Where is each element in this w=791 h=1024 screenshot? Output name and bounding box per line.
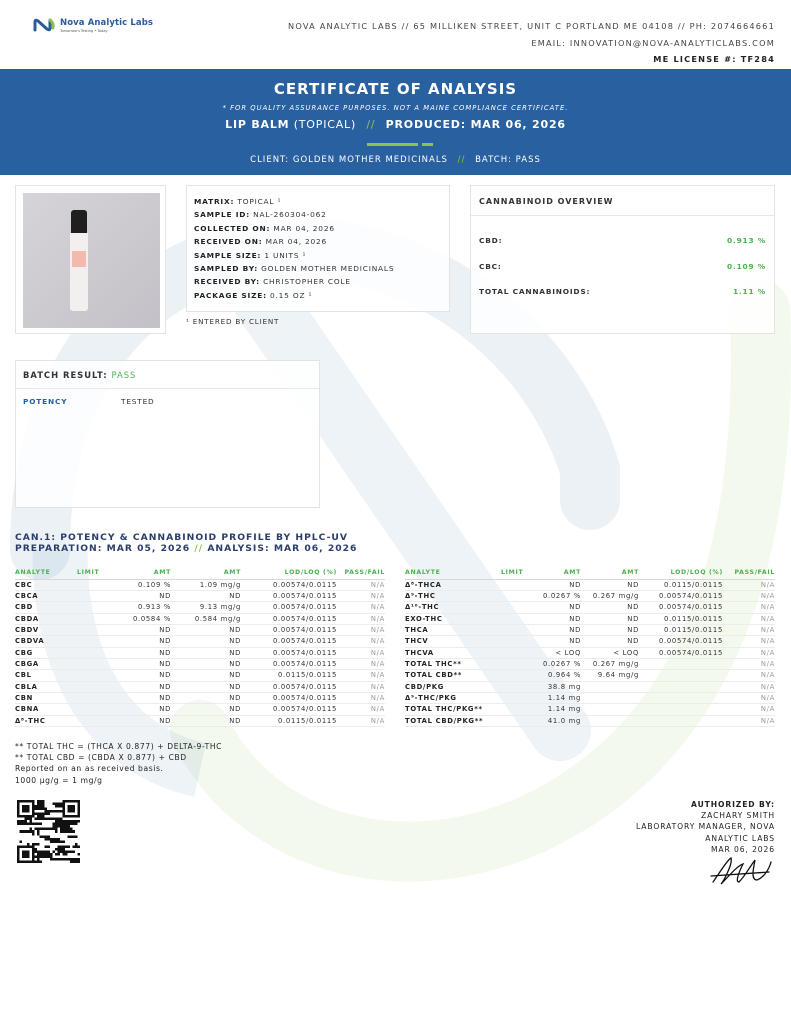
lod-loq-cell: 0.00574/0.0115	[639, 590, 723, 601]
amount-mg-cell: 1.09 mg/g	[171, 579, 241, 590]
analyte-cell: CBCA	[15, 590, 77, 601]
limit-cell	[77, 658, 115, 669]
separator: //	[366, 118, 376, 131]
cannabinoid-overview	[470, 185, 775, 334]
limit-cell	[501, 613, 533, 624]
analyte-cell: Δ⁹-THC	[405, 590, 501, 601]
table-row	[15, 579, 385, 590]
amount-percent-cell: ND	[115, 658, 171, 669]
limit-cell	[77, 647, 115, 658]
analyte-cell: Δ¹⁰-THC	[405, 602, 501, 613]
analyte-cell: Δ⁸-THC	[15, 715, 77, 726]
lod-loq-cell: 0.00574/0.0115	[241, 681, 337, 692]
meta-sampled-by: SAMPLED BY: GOLDEN MOTHER MEDICINALS	[194, 264, 395, 274]
amount-percent-cell: ND	[533, 613, 581, 624]
amount-percent-cell: 41.0 mg	[533, 715, 581, 726]
lod-loq-cell	[639, 658, 723, 669]
potency-table-left	[15, 566, 385, 727]
limit-cell	[501, 602, 533, 613]
analyte-cell: EXO-THC	[405, 613, 501, 624]
table-row	[405, 704, 775, 715]
amount-mg-cell	[581, 715, 639, 726]
pass-fail-cell: N/A	[337, 670, 385, 681]
lab-address: NOVA ANALYTIC LABS // 65 MILLIKEN STREET, UNIT C PORTLAND ME 04108 // PH: 2074664661	[288, 21, 775, 31]
pass-fail-cell: N/A	[337, 704, 385, 715]
amount-mg-cell: ND	[581, 613, 639, 624]
divider	[16, 388, 319, 389]
column-header: LIMIT	[501, 566, 533, 579]
table-row	[405, 658, 775, 669]
nova-logo-icon	[32, 17, 56, 33]
lod-loq-cell: 0.0115/0.0115	[241, 715, 337, 726]
lip-balm-label	[72, 251, 86, 267]
amount-mg-cell: ND	[171, 692, 241, 703]
pass-fail-cell: N/A	[723, 704, 775, 715]
logo-name: Nova Analytic Labs	[60, 17, 154, 28]
amount-mg-cell: ND	[581, 602, 639, 613]
lod-loq-cell: 0.00574/0.0115	[241, 658, 337, 669]
authorized-by-label: AUTHORIZED BY:	[691, 800, 775, 809]
product-name: LIP BALM	[225, 118, 290, 131]
limit-cell	[501, 715, 533, 726]
lod-loq-cell: 0.00574/0.0115	[241, 636, 337, 647]
batch-result-title: BATCH RESULT: PASS	[23, 370, 137, 380]
potency-section-title	[15, 533, 357, 554]
produced-date: PRODUCED: MAR 06, 2026	[385, 118, 566, 131]
amount-mg-cell: < LOQ	[581, 647, 639, 658]
table-row	[15, 692, 385, 703]
divider	[471, 215, 774, 216]
test-row-potency: POTENCY TESTED	[23, 397, 155, 406]
amount-percent-cell: 0.964 %	[533, 670, 581, 681]
sample-metadata	[186, 185, 450, 312]
lab-license: ME LICENSE #: TF284	[653, 54, 775, 64]
pass-fail-cell: N/A	[723, 590, 775, 601]
analyte-cell: CBC	[15, 579, 77, 590]
client-name: CLIENT: GOLDEN MOTHER MEDICINALS	[250, 155, 448, 165]
amount-percent-cell: 0.0584 %	[115, 613, 171, 624]
note-total-cbd: ** TOTAL CBD = (CBDA X 0.877) + CBD	[15, 753, 187, 763]
lod-loq-cell: 0.0115/0.0115	[639, 624, 723, 635]
column-header: LOD/LOQ (%)	[639, 566, 723, 579]
table-header-row	[405, 566, 775, 579]
meta-received-on: RECEIVED ON: MAR 04, 2026	[194, 237, 328, 247]
lod-loq-cell: 0.00574/0.0115	[241, 692, 337, 703]
amount-percent-cell: ND	[115, 670, 171, 681]
column-header: ANALYTE	[405, 566, 501, 579]
limit-cell	[501, 590, 533, 601]
authorizer-name: ZACHARY SMITH	[701, 811, 775, 821]
analyte-cell: CBNA	[15, 704, 77, 715]
column-header: ANALYTE	[15, 566, 77, 579]
limit-cell	[501, 647, 533, 658]
analyte-cell: CBLA	[15, 681, 77, 692]
lod-loq-cell: 0.00574/0.0115	[639, 602, 723, 613]
table-row	[405, 579, 775, 590]
lod-loq-cell: 0.00574/0.0115	[241, 590, 337, 601]
lod-loq-cell: 0.00574/0.0115	[241, 624, 337, 635]
authorizer-role-cont: ANALYTIC LABS	[705, 833, 775, 843]
pass-fail-cell: N/A	[337, 613, 385, 624]
analyte-cell: CBGA	[15, 658, 77, 669]
document-title: CERTIFICATE OF ANALYSIS	[273, 80, 518, 98]
analyte-cell: CBDV	[15, 624, 77, 635]
analyte-cell: THCV	[405, 636, 501, 647]
amount-percent-cell: ND	[115, 692, 171, 703]
table-row	[15, 590, 385, 601]
amount-percent-cell: ND	[115, 636, 171, 647]
amount-mg-cell: ND	[581, 579, 639, 590]
meta-package-size: PACKAGE SIZE: 0.15 OZ ¹	[194, 290, 313, 300]
pass-fail-cell: N/A	[723, 602, 775, 613]
signature-icon	[709, 852, 775, 888]
lab-contact-info	[288, 18, 775, 68]
analyte-cell: THCVA	[405, 647, 501, 658]
table-row	[15, 681, 385, 692]
logo-tagline: Tomorrow's Testing • Today	[60, 28, 108, 33]
amount-percent-cell: ND	[115, 704, 171, 715]
table-row	[15, 602, 385, 613]
limit-cell	[77, 692, 115, 703]
title-banner	[0, 69, 791, 175]
pass-fail-cell: N/A	[723, 715, 775, 726]
pass-fail-cell: N/A	[337, 715, 385, 726]
table-row	[15, 715, 385, 726]
prep-analysis-dates: PREPARATION: MAR 05, 2026 // ANALYSIS: MAR 06, 2026	[15, 542, 358, 554]
pass-fail-cell: N/A	[723, 658, 775, 669]
lab-email: EMAIL: INNOVATION@NOVA-ANALYTICLABS.COM	[531, 37, 775, 48]
meta-collected-on: COLLECTED ON: MAR 04, 2026	[194, 223, 335, 233]
table-row	[405, 692, 775, 703]
limit-cell	[77, 704, 115, 715]
amount-mg-cell: 9.64 mg/g	[581, 670, 639, 681]
lip-balm-cap	[71, 210, 87, 234]
analyte-cell: CBD/PKG	[405, 681, 501, 692]
amount-mg-cell: ND	[171, 647, 241, 658]
sample-photo	[23, 193, 160, 328]
amount-percent-cell: ND	[533, 636, 581, 647]
limit-cell	[77, 613, 115, 624]
pass-fail-cell: N/A	[337, 647, 385, 658]
amount-mg-cell	[581, 681, 639, 692]
limit-cell	[501, 658, 533, 669]
overview-row-cbd: CBD: 0.913 %	[479, 236, 766, 245]
table-row	[405, 715, 775, 726]
limit-cell	[77, 681, 115, 692]
table-row	[405, 647, 775, 658]
table-row	[405, 636, 775, 647]
authorization-block	[636, 799, 775, 855]
qr-code-icon[interactable]	[17, 800, 80, 863]
lod-loq-cell: 0.00574/0.0115	[639, 636, 723, 647]
amount-mg-cell: ND	[171, 704, 241, 715]
amount-mg-cell	[581, 692, 639, 703]
authorizer-role: LABORATORY MANAGER, NOVA	[636, 822, 775, 832]
amount-mg-cell: 0.584 mg/g	[171, 613, 241, 624]
amount-percent-cell: < LOQ	[533, 647, 581, 658]
pass-fail-cell: N/A	[337, 624, 385, 635]
lod-loq-cell	[639, 715, 723, 726]
table-row	[15, 647, 385, 658]
lod-loq-cell: 0.00574/0.0115	[241, 613, 337, 624]
authorization-date: MAR 06, 2026	[710, 844, 775, 854]
table-row	[15, 624, 385, 635]
analyte-cell: CBL	[15, 670, 77, 681]
limit-cell	[77, 636, 115, 647]
pass-fail-cell: N/A	[723, 647, 775, 658]
lod-loq-cell: 0.00574/0.0115	[241, 647, 337, 658]
lod-loq-cell: 0.00574/0.0115	[241, 704, 337, 715]
amount-percent-cell: ND	[115, 590, 171, 601]
amount-mg-cell: ND	[171, 715, 241, 726]
document-disclaimer: * FOR QUALITY ASSURANCE PURPOSES. NOT A MAINE COMPLIANCE CERTIFICATE.	[222, 104, 569, 112]
limit-cell	[501, 704, 533, 715]
column-header: AMT	[171, 566, 241, 579]
lod-loq-cell	[639, 681, 723, 692]
column-header: AMT	[581, 566, 639, 579]
accent-line-short	[422, 143, 433, 146]
table-header-row	[15, 566, 385, 579]
table-row	[15, 636, 385, 647]
pass-fail-cell: N/A	[337, 590, 385, 601]
amount-percent-cell: ND	[533, 579, 581, 590]
amount-percent-cell: ND	[533, 624, 581, 635]
pass-fail-cell: N/A	[723, 681, 775, 692]
batch-status: BATCH: PASS	[475, 155, 541, 165]
amount-mg-cell: ND	[581, 636, 639, 647]
pass-fail-cell: N/A	[723, 636, 775, 647]
limit-cell	[77, 715, 115, 726]
meta-sample-id: SAMPLE ID: NAL-260304-062	[194, 210, 327, 220]
analyte-cell: TOTAL CBD**	[405, 670, 501, 681]
sample-image-box	[15, 185, 166, 334]
overview-title: CANNABINOID OVERVIEW	[479, 197, 614, 206]
amount-percent-cell: 1.14 mg	[533, 692, 581, 703]
lod-loq-cell: 0.00574/0.0115	[639, 647, 723, 658]
amount-mg-cell: 0.267 mg/g	[581, 590, 639, 601]
product-type: (TOPICAL)	[293, 118, 357, 131]
limit-cell	[501, 636, 533, 647]
analyte-cell: CBDVA	[15, 636, 77, 647]
column-header: PASS/FAIL	[337, 566, 385, 579]
separator: //	[457, 155, 466, 165]
pass-fail-cell: N/A	[337, 636, 385, 647]
company-logo	[32, 17, 153, 33]
lod-loq-cell: 0.00574/0.0115	[241, 602, 337, 613]
amount-percent-cell: 0.0267 %	[533, 658, 581, 669]
pass-fail-cell: N/A	[337, 579, 385, 590]
table-row	[405, 613, 775, 624]
analyte-cell: CBN	[15, 692, 77, 703]
method-title: CAN.1: POTENCY & CANNABINOID PROFILE BY HPLC-UV	[15, 532, 348, 543]
pass-fail-cell: N/A	[723, 579, 775, 590]
limit-cell	[77, 590, 115, 601]
lod-loq-cell	[639, 692, 723, 703]
lod-loq-cell: 0.00574/0.0115	[241, 579, 337, 590]
client-entry-footnote: ¹ ENTERED BY CLIENT	[186, 317, 280, 326]
limit-cell	[77, 624, 115, 635]
analyte-cell: Δ⁹-THC/PKG	[405, 692, 501, 703]
amount-percent-cell: 0.109 %	[115, 579, 171, 590]
limit-cell	[501, 692, 533, 703]
product-line	[0, 118, 791, 131]
pass-fail-cell: N/A	[337, 658, 385, 669]
limit-cell	[501, 624, 533, 635]
limit-cell	[77, 670, 115, 681]
amount-percent-cell: ND	[115, 681, 171, 692]
accent-line	[367, 143, 418, 146]
amount-mg-cell: ND	[171, 624, 241, 635]
table-row	[15, 658, 385, 669]
amount-percent-cell: 1.14 mg	[533, 704, 581, 715]
amount-mg-cell	[581, 704, 639, 715]
column-header: LIMIT	[77, 566, 115, 579]
table-row	[405, 670, 775, 681]
amount-percent-cell: 38.8 mg	[533, 681, 581, 692]
potency-table-right	[405, 566, 775, 727]
calculation-notes	[15, 741, 222, 786]
pass-fail-cell: N/A	[337, 681, 385, 692]
amount-mg-cell: 0.267 mg/g	[581, 658, 639, 669]
column-header: PASS/FAIL	[723, 566, 775, 579]
pass-fail-cell: N/A	[337, 692, 385, 703]
overview-row-cbc: CBC: 0.109 %	[479, 262, 766, 271]
analyte-cell: TOTAL THC/PKG**	[405, 704, 501, 715]
lod-loq-cell	[639, 704, 723, 715]
table-row	[15, 613, 385, 624]
batch-result-box	[15, 360, 320, 508]
analyte-cell: CBG	[15, 647, 77, 658]
amount-percent-cell: ND	[533, 602, 581, 613]
lod-loq-cell: 0.0115/0.0115	[639, 579, 723, 590]
lod-loq-cell	[639, 670, 723, 681]
analyte-cell: CBD	[15, 602, 77, 613]
amount-mg-cell: ND	[171, 681, 241, 692]
analyte-cell: TOTAL THC**	[405, 658, 501, 669]
pass-fail-cell: N/A	[723, 624, 775, 635]
table-row	[15, 704, 385, 715]
batch-result-pass: PASS	[111, 370, 137, 380]
analyte-cell: THCA	[405, 624, 501, 635]
amount-percent-cell: ND	[115, 647, 171, 658]
note-total-thc: ** TOTAL THC = (THCA X 0.877) + DELTA-9-THC	[15, 742, 223, 751]
pass-fail-cell: N/A	[723, 692, 775, 703]
amount-mg-cell: ND	[171, 590, 241, 601]
lod-loq-cell: 0.0115/0.0115	[639, 613, 723, 624]
pass-fail-cell: N/A	[337, 602, 385, 613]
amount-percent-cell: 0.0267 %	[533, 590, 581, 601]
meta-matrix: MATRIX: TOPICAL ¹	[194, 197, 282, 206]
lod-loq-cell: 0.0115/0.0115	[241, 670, 337, 681]
limit-cell	[501, 579, 533, 590]
amount-mg-cell: ND	[171, 636, 241, 647]
limit-cell	[77, 579, 115, 590]
amount-percent-cell: ND	[115, 715, 171, 726]
table-row	[405, 681, 775, 692]
pass-fail-cell: N/A	[723, 670, 775, 681]
limit-cell	[501, 670, 533, 681]
table-row	[405, 602, 775, 613]
pass-fail-cell: N/A	[723, 613, 775, 624]
amount-mg-cell: ND	[171, 670, 241, 681]
amount-mg-cell: 9.13 mg/g	[171, 602, 241, 613]
amount-percent-cell: ND	[115, 624, 171, 635]
meta-sample-size: SAMPLE SIZE: 1 UNITS ¹	[194, 250, 307, 260]
client-batch-line	[0, 155, 791, 165]
table-row	[15, 670, 385, 681]
table-row	[405, 590, 775, 601]
column-header: AMT	[115, 566, 171, 579]
limit-cell	[77, 602, 115, 613]
note-basis: Reported on an as received basis.	[15, 764, 164, 774]
analyte-cell: TOTAL CBD/PKG**	[405, 715, 501, 726]
limit-cell	[501, 681, 533, 692]
note-units: 1000 µg/g = 1 mg/g	[15, 775, 103, 785]
analyte-cell: Δ⁸-THCA	[405, 579, 501, 590]
lip-balm-tube	[70, 233, 88, 311]
column-header: AMT	[533, 566, 581, 579]
overview-row-total: TOTAL CANNABINOIDS: 1.11 %	[479, 287, 766, 296]
amount-mg-cell: ND	[171, 658, 241, 669]
meta-received-by: RECEIVED BY: CHRISTOPHER COLE	[194, 277, 351, 287]
analyte-cell: CBDA	[15, 613, 77, 624]
amount-mg-cell: ND	[581, 624, 639, 635]
table-row	[405, 624, 775, 635]
column-header: LOD/LOQ (%)	[241, 566, 337, 579]
amount-percent-cell: 0.913 %	[115, 602, 171, 613]
